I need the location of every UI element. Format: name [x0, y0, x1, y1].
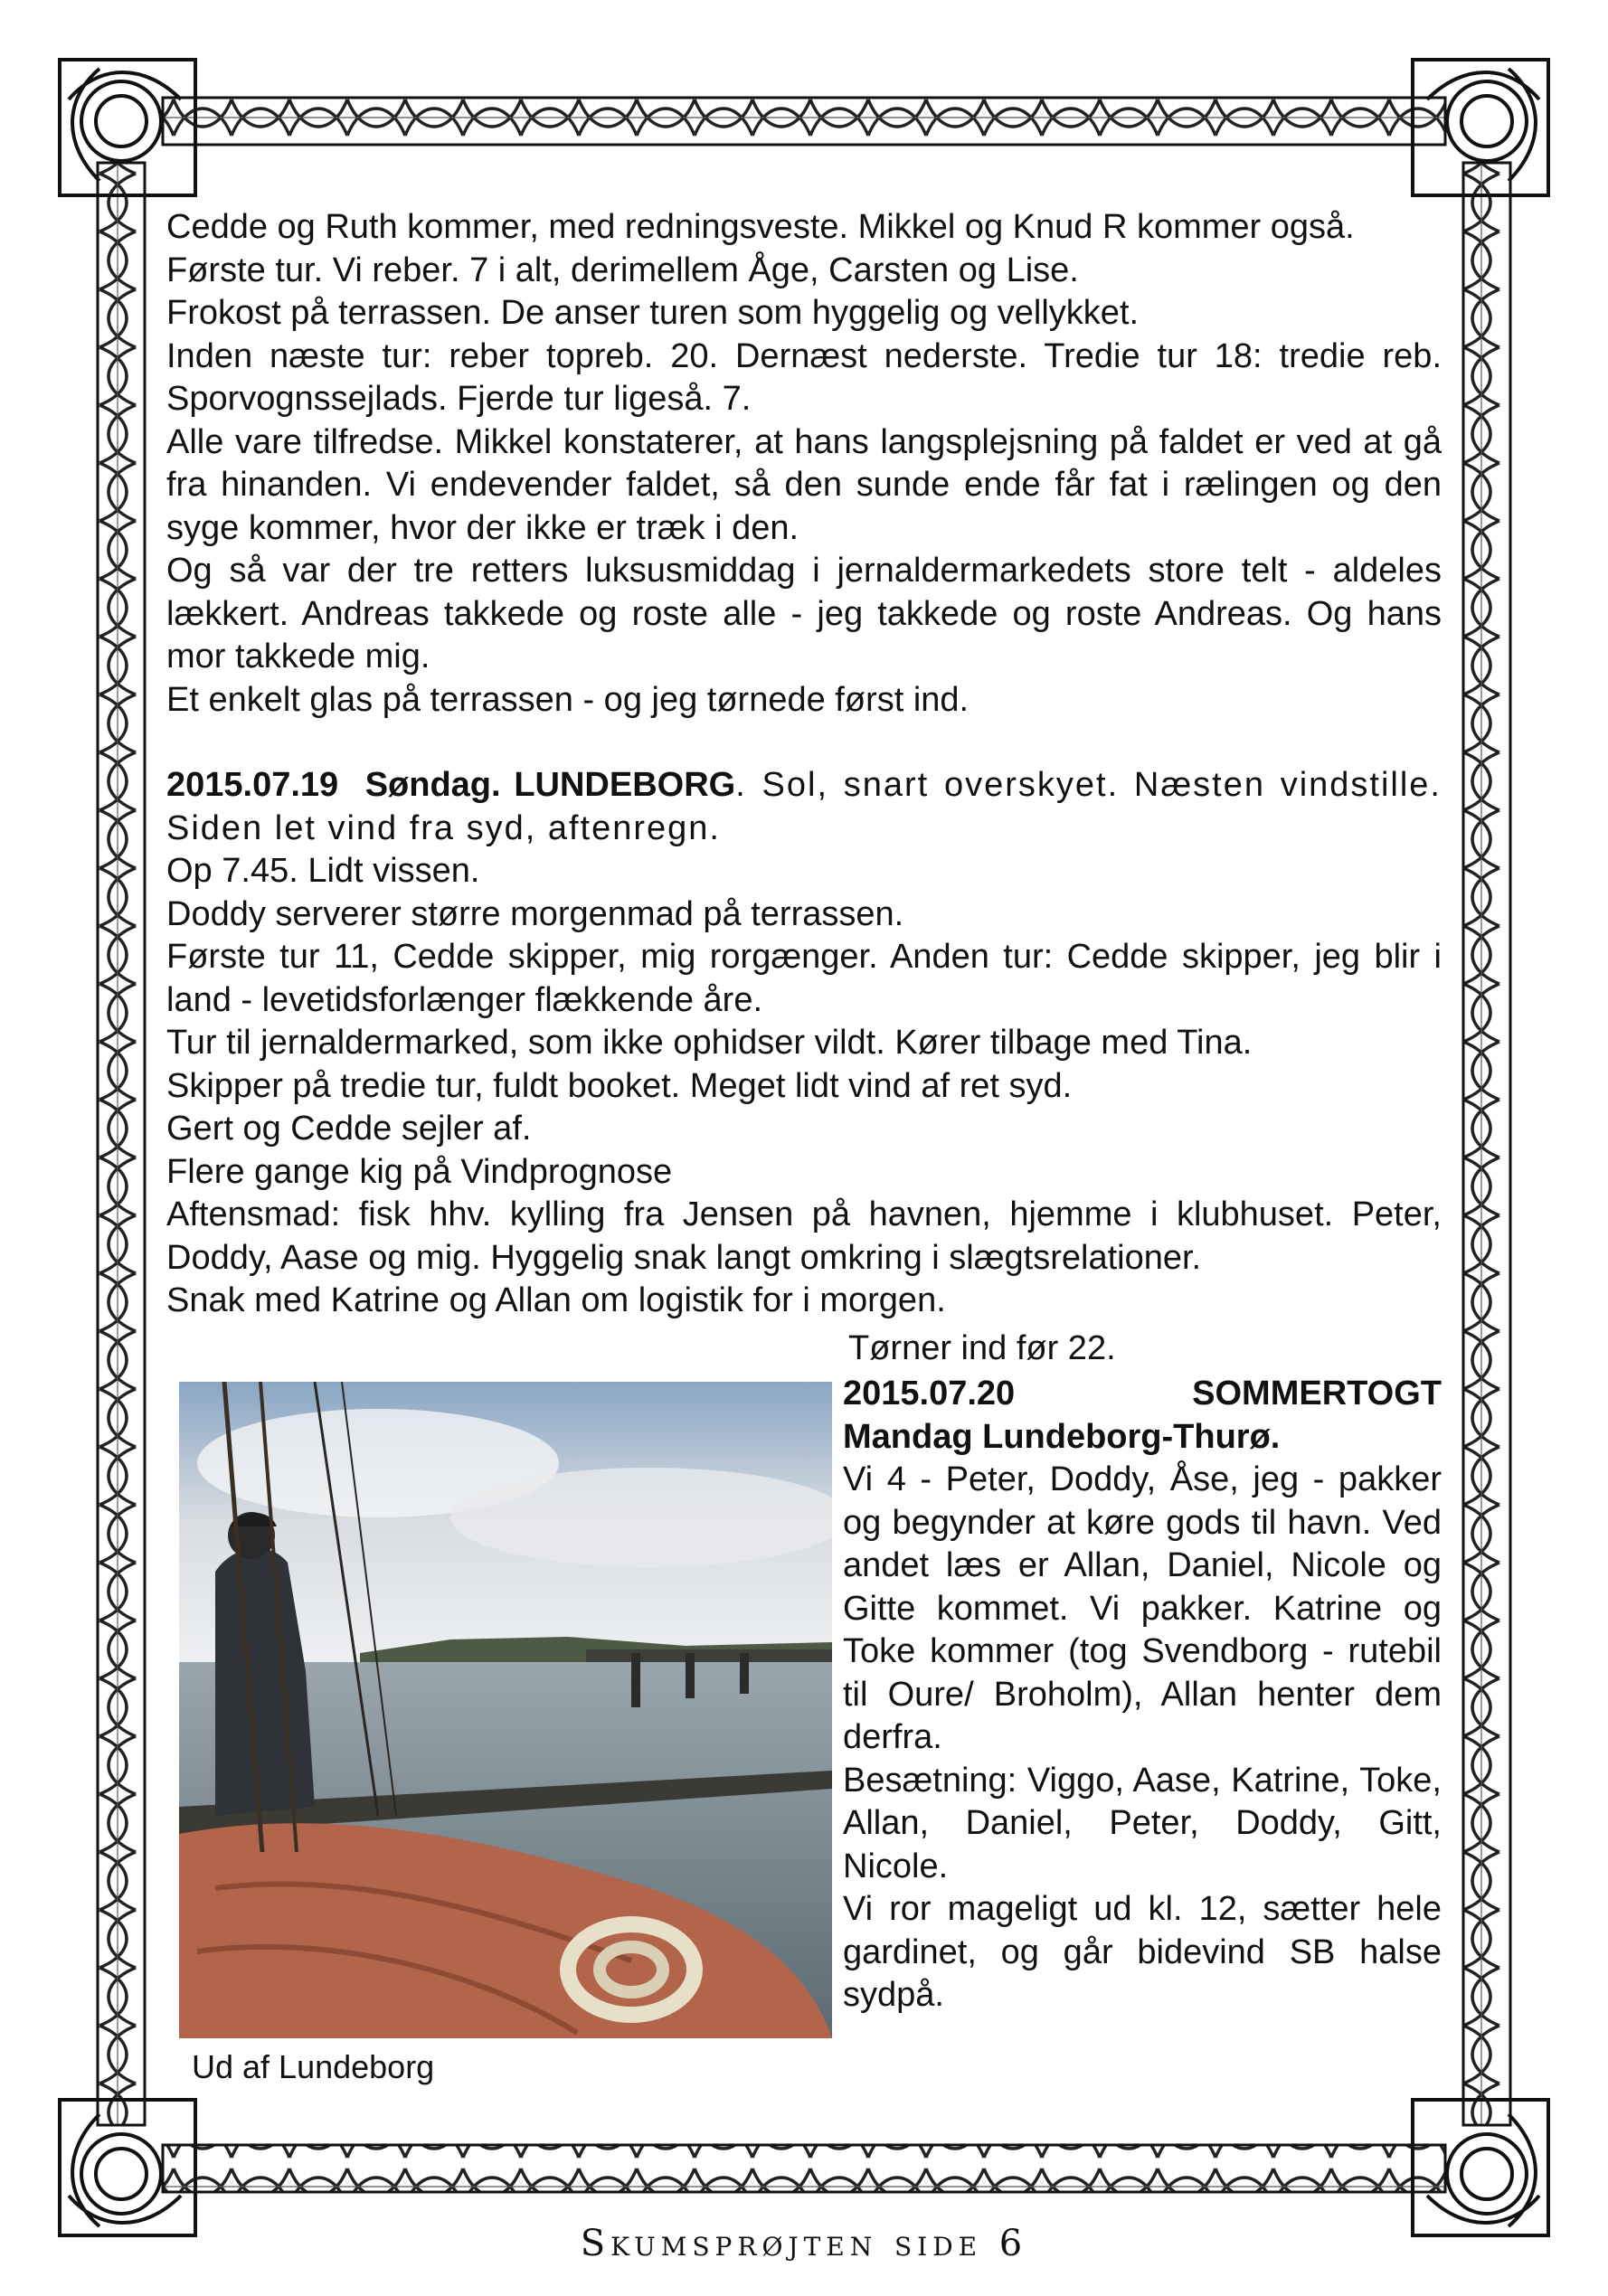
entry-weather: . Sol, snart overskyet. Næsten vindstille. Siden let vind fra syd, aftenregn.: [166, 766, 1442, 847]
paragraph: Alle vare tilfredse. Mikkel konstaterer, at hans langsplejsning på faldet er ved at gå fra hinanden. Vi endevender faldet, så den sunde ende får fat i rælingen og den syge kommer, hvor der ikke er træk i den.: [166, 422, 1442, 547]
paragraph: Doddy serverer større morgenmad på terrassen.: [166, 894, 904, 933]
paragraph: Gert og Cedde sejler af.: [166, 1110, 532, 1148]
closing-line: Tørner ind før 22.: [848, 1329, 1116, 1367]
paragraph: Cedde og Ruth kommer, med redningsveste. Mikkel og Knud R kommer også.: [166, 208, 1355, 246]
entry-subtitle: Mandag Lundeborg-Thurø.: [843, 1417, 1281, 1456]
entry-0720: [843, 1373, 1442, 2017]
boat-photo: [179, 1382, 832, 2038]
corner-knot-top-right: [1413, 60, 1548, 195]
paragraph: Inden næste tur: reber topreb. 20. Dernæst nederste. Tredie tur 18: tredie reb. Sporvognssejlads. Fjerde tur ligeså. 7.: [166, 336, 1442, 418]
corner-knot-top-left: [60, 60, 195, 195]
photo-caption: Ud af Lundeborg: [192, 2048, 435, 2085]
corner-knot-bottom-left: [60, 2100, 195, 2235]
paragraph: Tur til jernaldermarked, som ikke ophidser vildt. Kører tilbage med Tina.: [166, 1024, 1253, 1062]
paragraph: Og så var der tre retters luksusmiddag i jernaldermarkedets store telt - aldeles lækkert. Andreas takkede og roste alle - jeg takkede og roste Andreas. Og hans mor takkede mig.: [166, 552, 1442, 676]
paragraph: Besætning: Viggo, Aase, Katrine, Toke, Allan, Daniel, Peter, Doddy, Gitt, Nicole.: [843, 1761, 1442, 1885]
entry-title: SOMMERTOGT: [1192, 1375, 1442, 1413]
paragraph: Flere gange kig på Vindprognose: [166, 1152, 673, 1191]
paragraph: Vi 4 - Peter, Doddy, Åse, jeg - pakker og begynder at køre gods til havn. Ved andet læs er Allan, Daniel, Nicole og Gitte kommet. Vi pakker. Katrine og Toke kommer (tog Svendborg - rutebil til Oure/ Broholm), Allan henter dem derfra.: [843, 1460, 1442, 1756]
entry-date: 2015.07.19: [166, 766, 339, 804]
paragraph: Frokost på terrassen. De anser turen som hyggelig og vellykket.: [166, 294, 1140, 332]
paragraph: Første tur 11, Cedde skipper, mig rorgænger. Anden tur: Cedde skipper, jeg blir i land - levetidsforlænger flækkende åre.: [166, 938, 1442, 1019]
entry-date: 2015.07.20: [843, 1375, 1016, 1413]
paragraph: Vi ror mageligt ud kl. 12, sætter hele gardinet, og går bidevind SB halse sydpå.: [843, 1890, 1442, 2014]
paragraph: Første tur. Vi reber. 7 i alt, derimellem Åge, Carsten og Lise.: [166, 250, 1079, 289]
page-body: [166, 206, 1442, 1323]
corner-knot-bottom-right: [1413, 2100, 1548, 2235]
entry-heading-0720: [843, 1373, 1442, 1416]
paragraph: Snak med Katrine og Allan om logistik for i morgen.: [166, 1281, 946, 1319]
page-footer: Skumsprøjten side 6: [580, 2223, 1028, 2264]
paragraph: Op 7.45. Lidt vissen.: [166, 852, 480, 890]
paragraph: Aftensmad: fisk hhv. kylling fra Jensen på havnen, hjemme i klubhuset. Peter, Doddy, Aase og mig. Hyggelig snak langt omkring i slægtsrelationer.: [166, 1195, 1442, 1277]
paragraph: Et enkelt glas på terrassen - og jeg tørnede først ind.: [166, 680, 970, 719]
entry-heading-0719: [166, 764, 1442, 850]
entry-title: Søndag. LUNDEBORG: [364, 766, 736, 804]
photo-and-entry: [166, 1373, 1442, 2085]
paragraph: Skipper på tredie tur, fuldt booket. Meget lidt vind af ret syd.: [166, 1066, 1073, 1105]
